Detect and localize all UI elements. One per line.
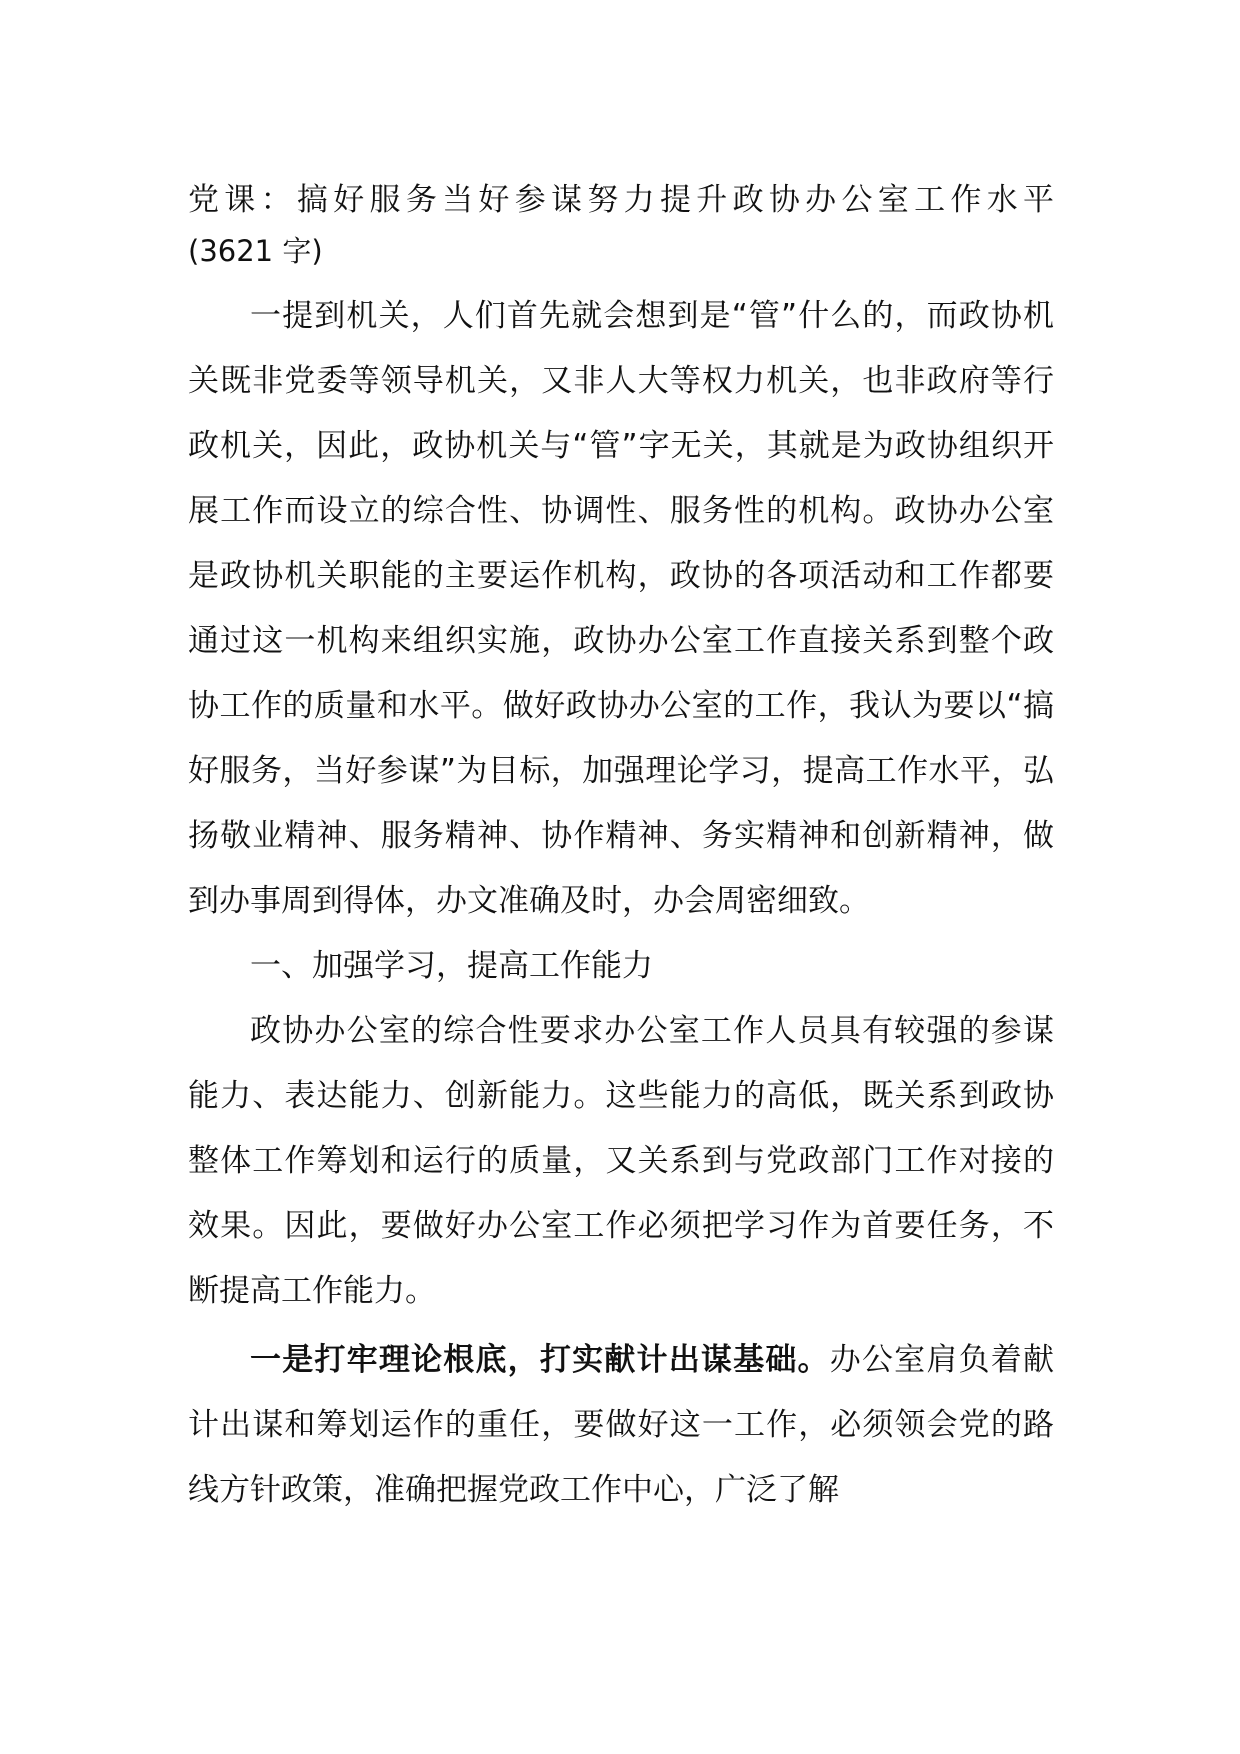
document-title: 党课：搞好服务当好参谋努力提升政协办公室工作水平 [188,182,1054,218]
section-1-paragraph: 政协办公室的综合性要求办公室工作人员具有较强的参谋能力、表达能力、创新能力。这些能力的高低，既关系到政协整体工作筹划和运行的质量，又关系到与党政部门工作对接的效果。因此，要做好办公室工作必须把学习作为首要任务，不断提高工作能力。 [188,1013,1054,1309]
point-1-lead: 一是打牢理论根底，打实献计出谋基础。 [250,1342,830,1378]
section-heading-1: 一、加强学习，提高工作能力 [250,948,653,984]
point-1-paragraph [188,1328,1054,1523]
word-count: (3621 字) [188,234,323,268]
intro-paragraph: 一提到机关，人们首先就会想到是“管”什么的，而政协机关既非党委等领导机关，又非人大等权力机关，也非政府等行政机关，因此，政协机关与“管”字无关，其就是为政协组织开展工作而设立的综合性、协调性、服务性的机构。政协办公室是政协机关职能的主要运作机构，政协的各项活动和工作都要通过这一机构来组织实施，政协办公室工作直接关系到整个政协工作的质量和水平。做好政协办公室的工作，我认为要以“搞好服务，当好参谋”为目标，加强理论学习，提高工作水平，弘扬敬业精神、服务精神、协作精神、务实精神和创新精神，做到办事周到得体，办文准确及时，办会周密细致。 [188,298,1054,919]
document-body [188,172,1054,1523]
point-1-body: 办公室肩负着献计出谋和筹划运作的重任，要做好这一工作，必须领会党的路线方针政策，准确把握党政工作中心，广泛了解 [188,1342,1054,1508]
